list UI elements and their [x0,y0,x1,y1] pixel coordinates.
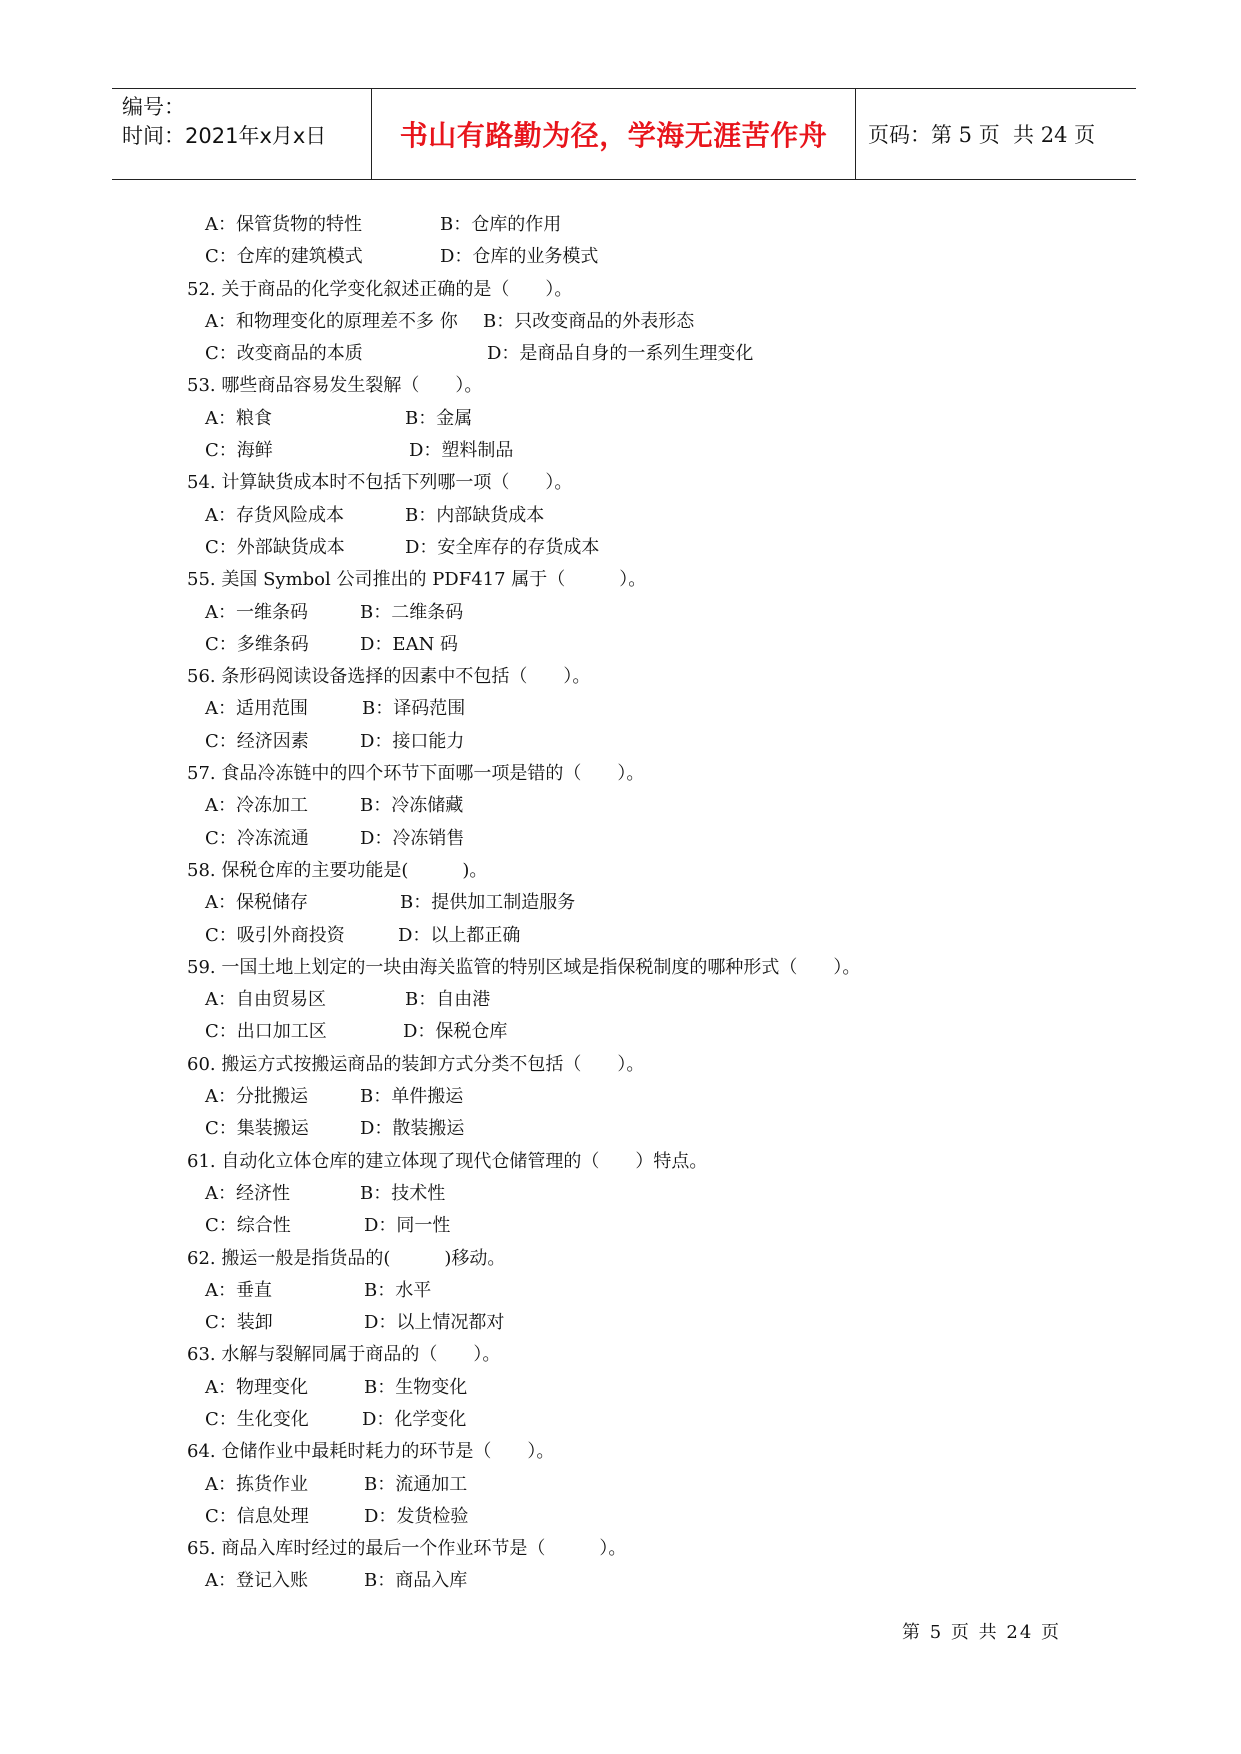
option-text: C：仓库的建筑模式 [205,246,363,268]
option-text: D：仓库的业务模式 [440,246,599,268]
option-text: A：垂直 [205,1279,272,1301]
option-row [0,693,1241,725]
option-row [0,435,1241,467]
option-row [0,241,1241,273]
option-text: B：技术性 [360,1182,446,1204]
option-text: D：EAN 码 [360,633,459,655]
option-row [0,500,1241,532]
header-page-number: 页码：第 5 页 共 24 页 [868,122,1096,147]
option-text: D：散装搬运 [360,1118,465,1140]
question-text: 52. 关于商品的化学变化叙述正确的是（ ）。 [187,278,573,300]
option-text: A：登记入账 [205,1570,308,1592]
option-text: A：和物理变化的原理差不多 你 [205,310,458,332]
option-text: A：存货风险成本 [205,504,344,526]
option-text: D：接口能力 [360,730,465,752]
option-text: A：分批搬运 [205,1086,308,1108]
option-row [0,726,1241,758]
option-row [0,629,1241,661]
option-text: C：装卸 [205,1312,273,1334]
option-row [0,1081,1241,1113]
question-text: 61. 自动化立体仓库的建立体现了现代仓储管理的（ ）特点。 [187,1150,708,1172]
option-text: D：冷冻销售 [360,827,465,849]
option-text: B：商品入库 [364,1570,468,1592]
option-text: B：流通加工 [364,1473,468,1495]
option-text: B：二维条码 [360,601,464,623]
option-text: A：一维条码 [205,601,308,623]
question-text: 59. 一国土地上划定的一块由海关监管的特别区域是指保税制度的哪种形式（ ）。 [187,956,861,978]
option-text: B：自由港 [405,989,491,1011]
option-row [0,1501,1241,1533]
option-row [0,1178,1241,1210]
option-text: C：改变商品的本质 [205,343,363,365]
option-text: D：保税仓库 [403,1021,508,1043]
option-row [0,1565,1241,1597]
question-text: 62. 搬运一般是指货品的( )移动。 [187,1247,506,1269]
option-text: B：冷冻储藏 [360,795,464,817]
option-row [0,790,1241,822]
question-text: 64. 仓储作业中最耗时耗力的环节是（ ）。 [187,1441,555,1463]
question-text: 63. 水解与裂解同属于商品的（ ）。 [187,1344,501,1366]
option-row [0,823,1241,855]
header-motto: 书山有路勤为径，学海无涯苦作舟 [399,118,828,152]
option-row [0,920,1241,952]
option-text: D：塑料制品 [409,440,514,462]
question-text: 54. 计算缺货成本时不包括下列哪一项（ ）。 [187,472,573,494]
page-header [112,88,1136,180]
option-text: B：单件搬运 [360,1086,464,1108]
option-row [0,306,1241,338]
option-row [0,1372,1241,1404]
header-meta [122,93,326,151]
option-text: B：金属 [405,407,473,429]
option-row [0,338,1241,370]
option-text: D：发货检验 [364,1505,469,1527]
question-text: 65. 商品入库时经过的最后一个作业环节是（ ）。 [187,1538,627,1560]
question-text: 53. 哪些商品容易发生裂解（ ）。 [187,375,483,397]
option-text: C：冷冻流通 [205,827,309,849]
question-text: 57. 食品冷冻链中的四个环节下面哪一项是错的（ ）。 [187,763,645,785]
option-row [0,532,1241,564]
header-divider [855,89,856,179]
option-row [0,1469,1241,1501]
option-text: C：信息处理 [205,1505,309,1527]
option-text: A：粮食 [205,407,272,429]
option-text: B：水平 [364,1279,432,1301]
option-text: C：集装搬运 [205,1118,309,1140]
option-text: A：适用范围 [205,698,308,720]
option-text: C：外部缺货成本 [205,536,345,558]
option-text: D：以上情况都对 [364,1312,505,1334]
option-row [0,1404,1241,1436]
header-divider [371,89,372,179]
option-row [0,1016,1241,1048]
option-text: A：自由贸易区 [205,989,326,1011]
document-time-label: 时间：2021年x月x日 [122,124,327,148]
option-text: A：冷冻加工 [205,795,308,817]
option-text: D：化学变化 [362,1408,467,1430]
option-text: A：经济性 [205,1182,290,1204]
question-text: 58. 保税仓库的主要功能是( )。 [187,859,488,881]
option-text: D：以上都正确 [398,924,521,946]
option-text: C：综合性 [205,1215,291,1237]
option-text: A：保管货物的特性 [205,214,362,235]
option-text: D：是商品自身的一系列生理变化 [487,343,754,365]
option-text: C：经济因素 [205,730,309,752]
question-text: 60. 搬运方式按搬运商品的装卸方式分类不包括（ ）。 [187,1053,645,1075]
option-row [0,1210,1241,1242]
option-text: A：物理变化 [205,1376,308,1398]
option-text: B：提供加工制造服务 [400,892,576,914]
option-text: B：译码范围 [362,698,466,720]
document-number-label: 编号： [122,95,185,119]
option-text: A：保税储存 [205,892,308,914]
option-text: D：安全库存的存货成本 [405,536,600,558]
option-row [0,984,1241,1016]
option-text: C：吸引外商投资 [205,924,345,946]
question-text: 55. 美国 Symbol 公司推出的 PDF417 属于（ ）。 [187,569,647,591]
option-text: B：只改变商品的外表形态 [483,310,695,332]
option-text: C：出口加工区 [205,1021,327,1043]
option-text: C：海鲜 [205,440,273,462]
option-text: C：多维条码 [205,633,309,655]
question-list [0,209,1241,1598]
option-text: D：同一性 [364,1215,451,1237]
option-row [0,1113,1241,1145]
page-footer-number: 第 5 页 共 24 页 [902,1622,1061,1643]
option-row [0,887,1241,919]
option-row [0,209,1241,241]
option-row [0,1307,1241,1339]
question-text: 56. 条形码阅读设备选择的因素中不包括（ ）。 [187,666,591,688]
option-row [0,403,1241,435]
option-text: B：内部缺货成本 [405,504,545,526]
option-text: B：生物变化 [364,1376,468,1398]
option-row [0,1275,1241,1307]
option-row [0,597,1241,629]
option-text: C：生化变化 [205,1408,309,1430]
option-text: A：拣货作业 [205,1473,308,1495]
option-text: B：仓库的作用 [440,214,562,235]
